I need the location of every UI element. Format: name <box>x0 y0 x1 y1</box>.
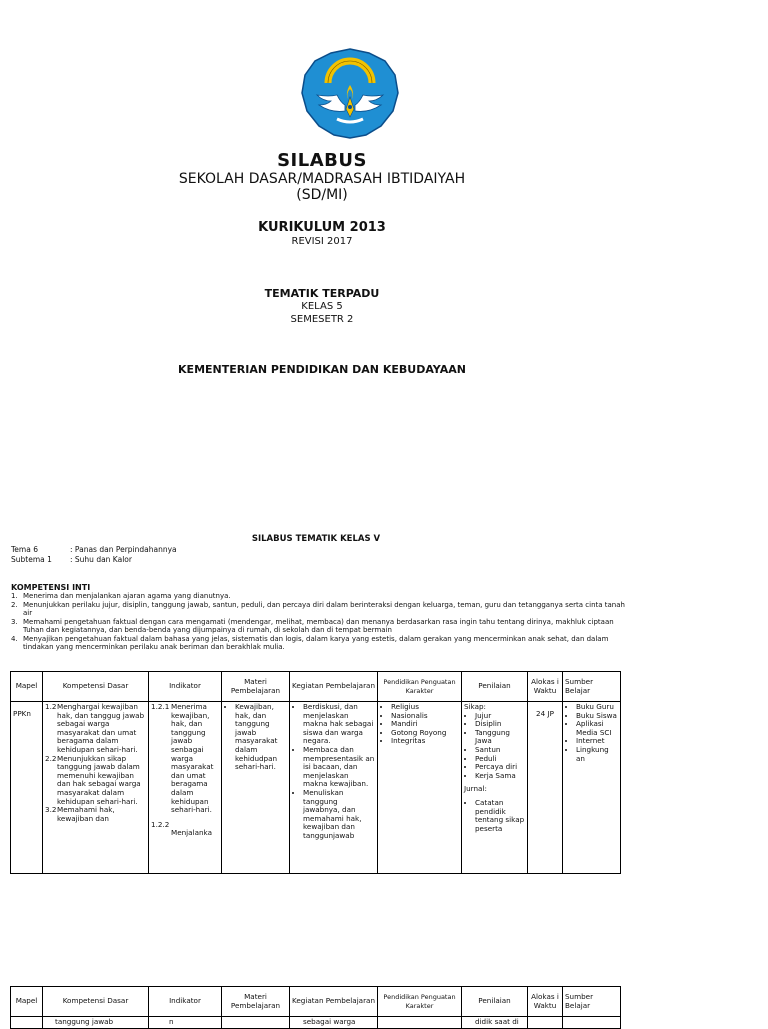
cell-penilaian <box>462 702 528 874</box>
header-mapel: Mapel <box>11 987 43 1017</box>
cell-penilaian: didik saat di <box>462 1017 528 1029</box>
syllabus-title: SILABUS TEMATIK KELAS V <box>251 534 381 544</box>
indikator-item: 1.2.1 Menerima kewajiban, hak, dan tanggung jawab senbagai warga masyarakat dan umat beragama dalam kehidupan sehari-hari. <box>151 702 214 815</box>
cell-mapel: PPKn <box>11 702 43 874</box>
cell-kd: tanggung jawab <box>43 1017 149 1029</box>
cell-sumber <box>563 702 621 874</box>
header-materi: Materi Pembelajaran <box>222 987 290 1017</box>
sumber-item: • Buku Siswa <box>576 712 618 721</box>
sikap-item: • Tanggung Jawa <box>475 729 525 746</box>
table-header-row <box>11 672 621 702</box>
cell-kegiatan: sebagai warga <box>290 1017 378 1029</box>
document-title: SILABUS <box>277 150 367 171</box>
header-alokasi: Alokas i Waktu <box>528 672 563 702</box>
ppk-item: • Mandiri <box>391 720 459 729</box>
header-kegiatan: Kegiatan Pembelajaran <box>290 672 378 702</box>
cell-ppk <box>378 702 462 874</box>
ki-item: 1. Menerima dan menjalankan ajaran agama yang dianutnya. <box>11 592 231 600</box>
tema-row: Tema 6 : Panas dan Perpindahannya <box>11 545 177 554</box>
school-level: SEKOLAH DASAR/MADRASAH IBTIDAIYAH <box>178 171 466 187</box>
header-sumber: Sumber Belajar <box>563 987 621 1017</box>
ki-item: 2. Menunjukkan perilaku jujur, disiplin, tanggung jawab, santun, peduli, dan percaya diri dalam berinteraksi dengan keluarga, teman, guru dan tetangganya serta cinta tanah air <box>11 600 625 617</box>
header-ppk: Pendidikan Penguatan Karakter <box>378 987 462 1017</box>
indikator-item: 1.2.2 Menjalanka <box>151 819 212 838</box>
semester: SEMESETR 2 <box>290 314 354 325</box>
subtema-row: Subtema 1 : Suhu dan Kalor <box>11 554 132 564</box>
header-kd: Kompetensi Dasar <box>43 672 149 702</box>
subject-title: TEMATIK TERPADU <box>264 287 380 300</box>
kegiatan-item: • Menuliskan tanggung jawabnya, dan memahami hak, kewajiban dan tanggunjawab <box>303 789 375 841</box>
header-mapel: Mapel <box>11 672 43 702</box>
header-indikator: Indikator <box>149 987 222 1017</box>
kd-item: 1.2 Menghargai kewajiban hak, dan tanggug jawab sebagai warga masyarakat dan umat beragama dalam kehidupan sehari-hari. <box>45 702 145 754</box>
header-kegiatan: Kegiatan Pembelajaran <box>290 987 378 1017</box>
sikap-item: • Peduli <box>475 755 525 764</box>
kd-item: 3.2 Memahami hak, kewajiban dan <box>45 805 115 823</box>
header-indikator: Indikator <box>149 672 222 702</box>
kegiatan-item: • Berdiskusi, dan menjelaskan makna hak sebagai siswa dan warga negara. <box>303 703 375 746</box>
school-level-short: (SD/MI) <box>296 187 348 203</box>
cell-indikator: n <box>149 1017 222 1029</box>
table-row <box>11 702 621 874</box>
grade: KELAS 5 <box>301 301 343 312</box>
penilaian-jurnal-label: Jurnal: <box>464 784 487 794</box>
sikap-item: • Jujur <box>475 712 525 721</box>
tut-wuri-handayani-logo <box>301 47 399 139</box>
ki-list <box>11 592 635 652</box>
header-sumber: Sumber Belajar <box>563 672 621 702</box>
ppk-item: • Gotong Royong <box>391 729 459 738</box>
syllabus-table <box>10 671 621 874</box>
ki-item: 3. Memahami pengetahuan faktual dengan cara mengamati (mendengar, melihat, membaca) dan menanya berdasarkan rasa ingin tahu tentang dirinya, makhluk ciptaan Tuhan dan kegiatannya, dan benda-benda yang dijumpainya di rumah, di sekolah dan di tempat bermain <box>11 617 614 634</box>
sumber-item: • Lingkung an <box>576 746 618 763</box>
header-alokasi: Alokas i Waktu <box>528 987 563 1017</box>
header-ppk: Pendidikan Penguatan Karakter <box>378 672 462 702</box>
ki-item: 4. Menyajikan pengetahuan faktual dalam bahasa yang jelas, sistematis dan logis, dalam karya yang estetis, dalam gerakan yang mencerminkan anak sehat, dan dalam tindakan yang mencerminkan perilaku anak beriman dan berakhlak mulia. <box>11 634 609 651</box>
materi-item: • Kewajiban, hak, dan tanggung jawab masyarakat dalam kehidudpan sehari-hari. <box>235 703 287 772</box>
cell-kd <box>43 702 149 874</box>
kegiatan-item: • Membaca dan mempresentasik an isi bacaan, dan menjelaskan makna kewajiban. <box>303 746 375 789</box>
table-row <box>11 1017 621 1029</box>
sumber-item: • Internet <box>576 737 618 746</box>
header-penilaian: Penilaian <box>462 672 528 702</box>
header-kd: Kompetensi Dasar <box>43 987 149 1017</box>
sikap-item: • Disiplin <box>475 720 525 729</box>
ki-heading: KOMPETENSI INTI <box>11 583 91 592</box>
cell-materi <box>222 702 290 874</box>
curriculum: KURIKULUM 2013 <box>258 220 386 235</box>
revision: REVISI 2017 <box>291 236 353 247</box>
sikap-item: • Percaya diri <box>475 763 525 772</box>
ppk-item: • Integritas <box>391 737 459 746</box>
cell-indikator <box>149 702 222 874</box>
cell-alokasi: 24 JP <box>528 702 563 874</box>
sikap-item: • Kerja Sama <box>475 772 525 781</box>
header-penilaian: Penilaian <box>462 987 528 1017</box>
cell-kegiatan <box>290 702 378 874</box>
sumber-item: • Aplikasi Media SCI <box>576 720 618 737</box>
sumber-item: • Buku Guru <box>576 703 618 712</box>
ppk-item: • Nasionalis <box>391 712 459 721</box>
kd-item: 2.2 Menunjukkan sikap tanggung jawab dalam memenuhi kewajiban dan hak sebagai warga masyarakat dalam kehidupan sehari-hari. <box>45 753 141 806</box>
penilaian-sikap-label: Sikap: <box>464 702 486 711</box>
theme-info <box>11 545 177 564</box>
ppk-item: • Religius <box>391 703 459 712</box>
ministry: KEMENTERIAN PENDIDIKAN DAN KEBUDAYAAN <box>178 363 466 376</box>
header-materi: Materi Pembelajaran <box>222 672 290 702</box>
table-header-row <box>11 987 621 1017</box>
jurnal-item: • Catatan pendidik tentang sikap peserta <box>475 799 525 833</box>
sikap-item: • Santun <box>475 746 525 755</box>
syllabus-table-continued <box>10 986 621 1029</box>
